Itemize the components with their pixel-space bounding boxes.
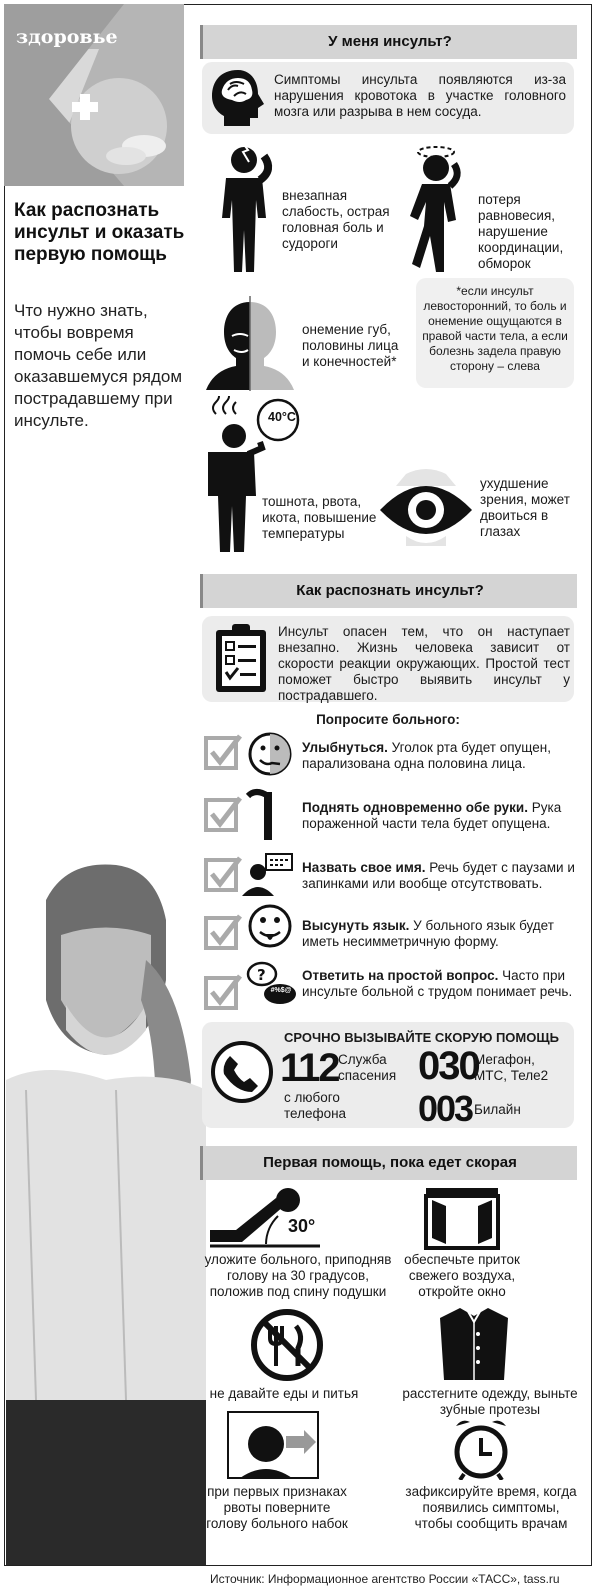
section-title-symptoms: У меня инсульт? [200,25,577,59]
symptom-numbness: онемение губ, половины лица и конечностей* [302,322,399,369]
footnote-text: *если инсульт левосторонний, то боль и онемение ощущаются в правой части тела, а если болезнь задела правую сторону – слева [422,284,568,373]
step-head-turn: при первых признаках рвоты поверните голову больного набок [206,1484,348,1531]
brand-logo [4,4,184,186]
test-arms-text: Рука пораженной части тела будет опущена. [302,800,562,831]
number-003: 003 [418,1088,473,1129]
smile-half-icon [250,734,290,774]
step-clothes: расстегните одежду, выньте зубные протезы [402,1386,578,1417]
symptom-vision: ухудшение зрения, может двоиться в глазах [480,476,570,539]
test-question-text: Часто при инсульте больной с трудом понимает речь. [302,968,573,999]
speaking-person-icon [242,854,292,896]
test-arms [302,800,576,832]
test-question [302,968,578,1000]
phone-icon [210,1040,274,1104]
dizzy-person-icon [400,140,472,275]
emergency-title: СРОЧНО ВЫЗЫВАЙТЕ СКОРУЮ ПОМОЩЬ [284,1030,559,1045]
symptoms-intro: Симптомы инсульта появляются из-за нарушения кровотока в участке головного мозга или разрыва в нем сосуда. [274,72,566,119]
head-turn-icon [226,1410,320,1480]
numb-face-icon [204,296,296,391]
headache-person-icon [208,140,278,275]
test-tongue-text: У больного язык будет иметь несимметричную форму. [302,918,554,949]
check-icons [206,736,240,1008]
alarm-clock-icon [452,1416,510,1480]
symptom-balance: потеря равновесия, нарушение координации, обморок [478,192,564,271]
symptom-nausea: тошнота, рвота, икота, повышение температуры [262,494,377,541]
svg-text:?: ? [257,966,266,984]
no-food-icon [250,1308,324,1382]
question-speech-icon [248,963,296,1004]
test-tongue [302,918,576,950]
lead-title: Как распознать инсульт и оказать первую помощь [14,200,185,265]
step-time: зафиксируйте время, когда появились симптомы, чтобы сообщить врачам [405,1484,577,1531]
tongue-face-icon [250,906,290,946]
section-title-recognize: Как распознать инсульт? [200,574,577,608]
test-smile [302,740,576,772]
open-window-icon [424,1186,500,1250]
step-window: обеспечьте приток свежего воздуха, откройте окно [404,1252,520,1299]
lead-text: Что нужно знать, чтобы вовремя помочь себе или оказавшемуся рядом пострадавшему при инсульте. [14,301,183,430]
step-no-food: не давайте еды и питья [209,1386,359,1401]
test-name-text: Речь будет с паузами и запинками или вообще отсутствовать. [302,860,575,891]
number-112: 112 [280,1046,339,1090]
brand-word: здоровье [16,26,118,48]
test-smile-bold: Улыбнуться. [302,740,388,755]
test-question-bold: Ответить на простой вопрос. [302,968,499,983]
raise-arms-icon [248,792,272,840]
clipboard-checklist-icon [212,622,270,694]
step-recline: уложите больного, приподняв голову на 30 градусов, положив под спину подушки [204,1252,392,1299]
recognize-intro: Инсульт опасен тем, что он наступает внезапно. Жизнь человека зависит от скорости реакции окружающих. Простой тест поможет быстро выявить инсульт у пострадавшего. [278,624,570,703]
section-title-first-aid: Первая помощь, пока едет скорая [200,1146,577,1180]
number-112-sub: с любого телефона [284,1090,347,1121]
test-name-bold: Назвать свое имя. [302,860,426,875]
test-name [302,860,576,892]
source-credit: Источник: Информационное агентство России «ТАСС», tass.ru [210,1572,560,1586]
number-030: 030 [418,1044,479,1088]
angle-label: 30° [288,1216,316,1236]
eye-icon [376,464,476,554]
number-030-label: Мегафон, МТС, Теле2 [474,1052,549,1083]
test-smile-text: Уголок рта будет опущен, парализована одна половина лица. [302,740,551,771]
man-headache-photo [6,840,206,1565]
test-arms-bold: Поднять одновременно обе руки. [302,800,528,815]
number-112-label: Служба спасения [338,1052,397,1083]
shirt-icon [436,1304,512,1382]
ask-patient-heading: Попросите больного: [316,712,460,727]
question-symbols: #%$@ [270,987,292,994]
symptom-weakness: внезапная слабость, острая головная боль и судороги [282,188,390,251]
number-003-label: Билайн [474,1102,521,1117]
brain-head-icon [210,68,266,128]
test-tongue-bold: Высунуть язык. [302,918,410,933]
temperature-label: 40°C [268,410,296,424]
